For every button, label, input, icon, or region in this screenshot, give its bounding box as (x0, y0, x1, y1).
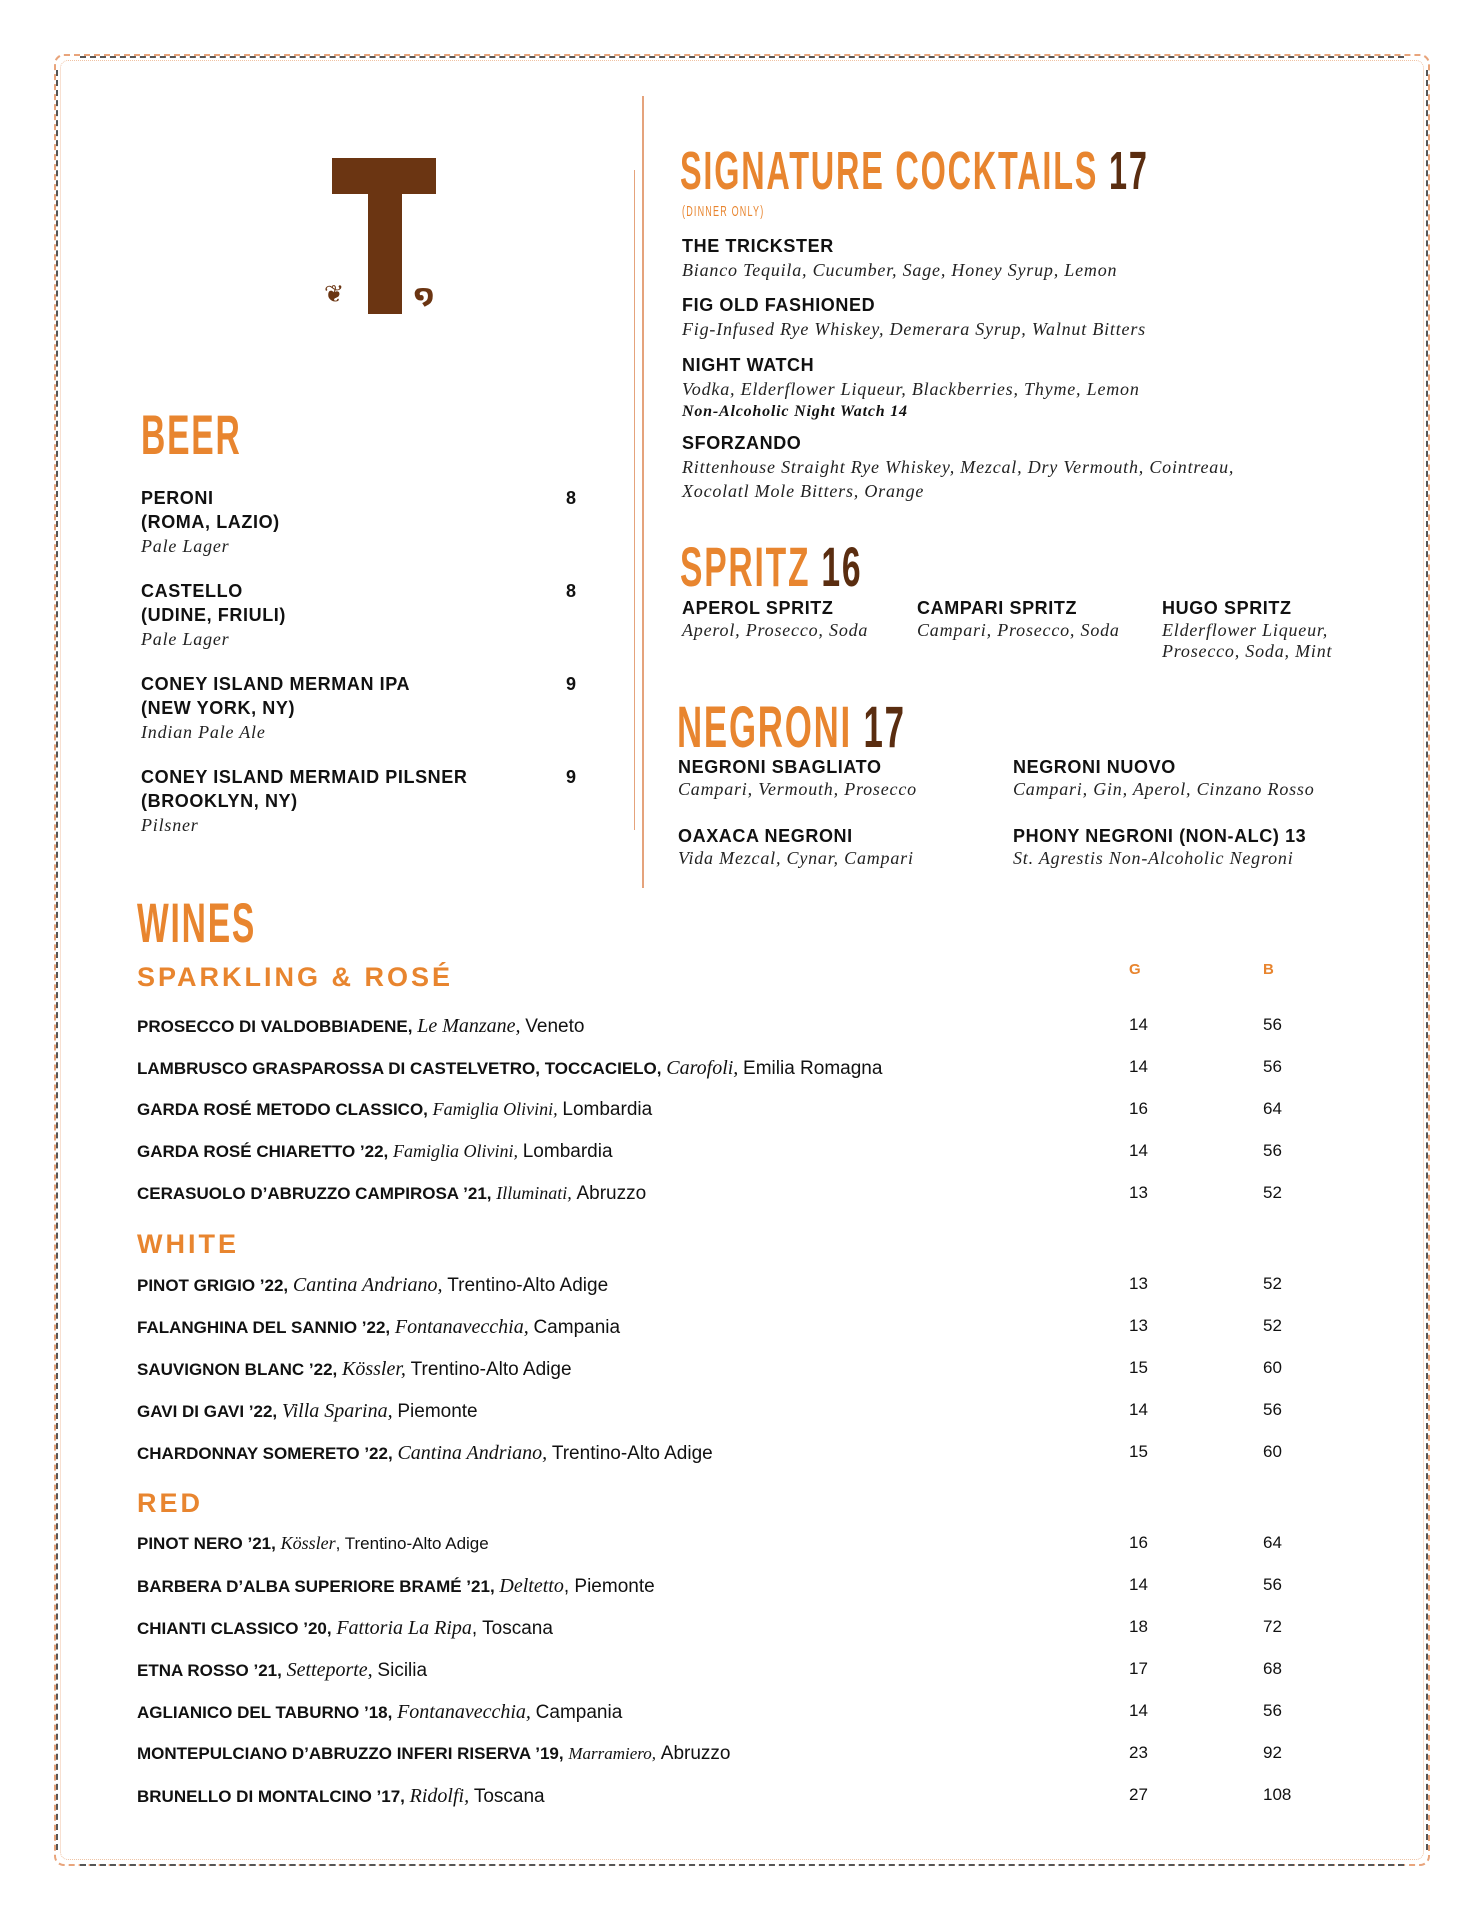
wine-row (137, 1141, 1337, 1171)
beer-name: CONEY ISLAND MERMAN IPA (141, 674, 411, 694)
wine-producer: Marramiero, (568, 1744, 657, 1763)
wine-row (137, 1617, 1337, 1647)
wine-category-sparkling: SPARKLING & ROSÉ (137, 962, 454, 992)
beer-item (141, 674, 410, 743)
wine-region: Abruzzo (576, 1183, 647, 1204)
wine-bottle-price: 64 (1263, 1099, 1282, 1118)
beer-style: Pale Lager (141, 536, 230, 556)
wine-producer: Deltetto (499, 1575, 564, 1597)
beer-item (141, 767, 468, 836)
cocktail-item (682, 236, 1117, 281)
wine-glass-price: 13 (1129, 1183, 1148, 1202)
wine-bottle-price: 56 (1263, 1575, 1282, 1594)
wine-producer: Villa Sparina, (281, 1400, 393, 1422)
beer-price: 8 (566, 488, 577, 508)
wine-bottle-price: 52 (1263, 1316, 1282, 1335)
wine-producer: Cantina Andriano, (292, 1274, 443, 1296)
beer-style: Indian Pale Ale (141, 722, 266, 742)
wine-producer: Famiglia Olivini, (393, 1141, 518, 1161)
spritz-title-text: SPRITZ (680, 535, 811, 598)
cocktail-item (682, 295, 1146, 340)
wine-region: Trentino-Alto Adige (410, 1359, 572, 1380)
wine-region: Trentino-Alto Adige (551, 1443, 713, 1464)
cocktail-item (682, 355, 1140, 421)
wine-region: Campania (535, 1702, 623, 1723)
cocktail-name: SFORZANDO (682, 433, 802, 453)
wine-name: GARDA ROSÉ METODO CLASSICO, (137, 1100, 428, 1119)
wine-category-white: WHITE (137, 1229, 239, 1259)
wine-name: BARBERA D’ALBA SUPERIORE BRAMÉ ’21, (137, 1577, 495, 1596)
wine-region: , Trentino-Alto Adige (335, 1534, 489, 1553)
wine-producer: Fontanavecchia, (394, 1316, 529, 1338)
negroni-item (1013, 757, 1315, 800)
wine-glass-price: 18 (1129, 1617, 1148, 1636)
wine-glass-price: 16 (1129, 1533, 1148, 1552)
negroni-name: NEGRONI NUOVO (1013, 757, 1176, 777)
wine-producer: Fontanavecchia, (397, 1701, 531, 1723)
wine-row (137, 1057, 1337, 1087)
wine-name: BRUNELLO DI MONTALCINO ’17, (137, 1787, 405, 1806)
wine-bottle-price: 56 (1263, 1141, 1282, 1160)
wine-region: Lombardia (562, 1099, 653, 1120)
wine-name: PINOT NERO ’21, (137, 1534, 276, 1553)
wine-region: Lombardia (522, 1141, 613, 1162)
wine-bottle-price: 68 (1263, 1659, 1282, 1678)
wine-bottle-price: 72 (1263, 1617, 1282, 1636)
wine-name: GARDA ROSÉ CHIARETTO ’22, (137, 1142, 389, 1161)
wine-bottle-price: 108 (1263, 1785, 1292, 1804)
wine-bottle-price: 92 (1263, 1743, 1282, 1762)
wine-glass-price: 15 (1129, 1358, 1148, 1377)
wine-region: , Toscana (471, 1618, 553, 1639)
spritz-title (680, 534, 862, 599)
beer-price: 9 (566, 767, 577, 787)
beer-item (141, 488, 280, 557)
negroni-name: PHONY NEGRONI (NON-ALC) 13 (1013, 826, 1307, 846)
wine-region: Piemonte (397, 1401, 478, 1422)
cocktail-na-note: Non-Alcoholic Night Watch 14 (682, 403, 908, 420)
swirl-icon: ໑ (414, 280, 435, 310)
column-divider-thin (634, 170, 635, 830)
wine-region: Emilia Romagna (743, 1058, 883, 1079)
wine-name: CHARDONNAY SOMERETO ’22, (137, 1444, 393, 1463)
wine-row (137, 1442, 1337, 1472)
wine-bottle-price: 60 (1263, 1442, 1282, 1461)
grape-icon: ❦ (324, 280, 345, 308)
spritz-item (917, 598, 1120, 641)
page-border-bottom (80, 1864, 1404, 1868)
wine-name: PINOT GRIGIO ’22, (137, 1276, 289, 1295)
wine-glass-price: 27 (1129, 1785, 1148, 1804)
negroni-item (1013, 826, 1306, 869)
glass-column-header: G (1129, 961, 1141, 978)
wine-row (137, 1099, 1337, 1129)
wine-glass-price: 17 (1129, 1659, 1148, 1678)
wine-bottle-price: 56 (1263, 1400, 1282, 1419)
negroni-title-text: NEGRONI (677, 695, 853, 760)
wine-row (137, 1659, 1337, 1689)
wine-glass-price: 13 (1129, 1274, 1148, 1293)
wine-region: Trentino-Alto Adige (447, 1275, 609, 1296)
bottle-column-header: B (1263, 961, 1274, 978)
beer-name: CASTELLO (141, 581, 243, 601)
wine-glass-price: 14 (1129, 1057, 1148, 1076)
cocktail-item (682, 433, 1234, 502)
wine-producer: Ridolfi, (409, 1785, 470, 1807)
beer-price: 8 (566, 581, 577, 601)
cocktail-name: FIG OLD FASHIONED (682, 295, 876, 315)
wine-name: CHIANTI CLASSICO ’20, (137, 1619, 332, 1638)
cocktail-name: THE TRICKSTER (682, 236, 834, 256)
wine-row (137, 1316, 1337, 1346)
beer-origin: (NEW YORK, NY) (141, 698, 296, 718)
wine-producer: Famiglia Olivini, (432, 1099, 558, 1119)
cocktail-name: NIGHT WATCH (682, 355, 815, 375)
beer-style: Pilsner (141, 815, 199, 835)
beer-style: Pale Lager (141, 629, 230, 649)
logo-t-stem (368, 158, 402, 314)
page-border-right (1424, 70, 1428, 1850)
page-border-top (80, 56, 1404, 60)
wine-name: FALANGHINA DEL SANNIO ’22, (137, 1318, 391, 1337)
negroni-name: NEGRONI SBAGLIATO (678, 757, 882, 777)
spritz-name: CAMPARI SPRITZ (917, 598, 1078, 618)
cocktail-desc: Bianco Tequila, Cucumber, Sage, Honey Syrup, Lemon (682, 260, 1118, 280)
wine-glass-price: 16 (1129, 1099, 1148, 1118)
cocktails-price: 17 (1109, 141, 1149, 201)
wine-bottle-price: 64 (1263, 1533, 1282, 1552)
wine-bottle-price: 52 (1263, 1274, 1282, 1293)
wine-bottle-price: 56 (1263, 1701, 1282, 1720)
wine-region: , Piemonte (563, 1576, 655, 1597)
cocktails-title-text: SIGNATURE COCKTAILS (680, 141, 1099, 201)
column-divider (642, 96, 644, 888)
wine-name: PROSECCO DI VALDOBBIADENE, (137, 1017, 413, 1036)
wine-region: Abruzzo (660, 1743, 731, 1764)
wine-name: CERASUOLO D’ABRUZZO CAMPIROSA ’21, (137, 1184, 492, 1203)
wines-title: WINES (137, 891, 257, 954)
wine-name: ETNA ROSSO ’21, (137, 1661, 282, 1680)
wine-row (137, 1575, 1337, 1605)
wine-name: GAVI DI GAVI ’22, (137, 1402, 278, 1421)
wine-glass-price: 14 (1129, 1141, 1148, 1160)
dinner-only-note: (DINNER ONLY) (682, 203, 765, 220)
wine-producer: Kössler, (341, 1358, 406, 1380)
wine-producer: Illuminati, (496, 1183, 572, 1203)
spritz-desc-line2: Prosecco, Soda, Mint (1162, 641, 1333, 661)
cocktail-desc: Rittenhouse Straight Rye Whiskey, Mezcal, Dry Vermouth, Cointreau, (682, 457, 1235, 477)
cocktail-desc-line2: Xocolatl Mole Bitters, Orange (682, 481, 925, 501)
wine-name: MONTEPULCIANO D’ABRUZZO INFERI RISERVA ’19, (137, 1744, 564, 1763)
wine-producer: Cantina Andriano, (397, 1442, 548, 1464)
wine-glass-price: 23 (1129, 1743, 1148, 1762)
wine-producer: Kössler (280, 1533, 336, 1553)
wine-glass-price: 13 (1129, 1316, 1148, 1335)
negroni-desc: Campari, Vermouth, Prosecco (678, 779, 917, 799)
wine-region: Sicilia (377, 1660, 428, 1681)
spritz-desc: Campari, Prosecco, Soda (917, 620, 1120, 640)
wine-name: AGLIANICO DEL TABURNO ’18, (137, 1703, 393, 1722)
wine-region: Toscana (473, 1786, 545, 1807)
wine-row (137, 1701, 1337, 1731)
wine-glass-price: 14 (1129, 1701, 1148, 1720)
cocktails-title (680, 140, 1149, 202)
beer-origin: (BROOKLYN, NY) (141, 791, 298, 811)
wine-glass-price: 14 (1129, 1400, 1148, 1419)
negroni-name: OAXACA NEGRONI (678, 826, 853, 846)
wine-row (137, 1743, 1337, 1773)
wine-bottle-price: 56 (1263, 1057, 1282, 1076)
negroni-desc: Vida Mezcal, Cynar, Campari (678, 848, 914, 868)
wine-bottle-price: 60 (1263, 1358, 1282, 1377)
negroni-desc: Campari, Gin, Aperol, Cinzano Rosso (1013, 779, 1315, 799)
wine-glass-price: 15 (1129, 1442, 1148, 1461)
beer-origin: (UDINE, FRIULI) (141, 605, 286, 625)
beer-name: CONEY ISLAND MERMAID PILSNER (141, 767, 468, 787)
cocktail-desc: Fig-Infused Rye Whiskey, Demerara Syrup, Walnut Bitters (682, 319, 1146, 339)
spritz-item (1162, 598, 1332, 662)
beer-name: PERONI (141, 488, 214, 508)
restaurant-logo (320, 158, 450, 318)
beer-origin: (ROMA, LAZIO) (141, 512, 280, 532)
wine-glass-price: 14 (1129, 1015, 1148, 1034)
wine-bottle-price: 52 (1263, 1183, 1282, 1202)
negroni-item (678, 757, 917, 800)
wine-row (137, 1274, 1337, 1304)
wine-row (137, 1785, 1337, 1815)
cocktail-desc: Vodka, Elderflower Liqueur, Blackberries, Thyme, Lemon (682, 379, 1140, 399)
wine-category-red: RED (137, 1488, 204, 1518)
wine-glass-price: 14 (1129, 1575, 1148, 1594)
spritz-desc: Elderflower Liqueur, (1162, 620, 1329, 640)
wine-producer: Fattoria La Ripa (336, 1617, 472, 1639)
beer-price: 9 (566, 674, 577, 694)
spritz-name: APEROL SPRITZ (682, 598, 834, 618)
wine-bottle-price: 56 (1263, 1015, 1282, 1034)
wine-name: SAUVIGNON BLANC ’22, (137, 1360, 338, 1379)
wine-row (137, 1400, 1337, 1430)
wine-region: Campania (533, 1317, 621, 1338)
wine-producer: Le Manzane, (417, 1015, 521, 1037)
wine-row (137, 1015, 1337, 1045)
wine-row (137, 1358, 1337, 1388)
wine-producer: Carofoli, (666, 1057, 739, 1079)
page-border-left (56, 70, 60, 1850)
wine-row (137, 1533, 1337, 1563)
spritz-price: 16 (821, 535, 863, 598)
negroni-title (677, 694, 906, 761)
negroni-item (678, 826, 914, 869)
beer-item (141, 581, 286, 650)
wine-producer: Setteporte, (286, 1659, 373, 1681)
spritz-name: HUGO SPRITZ (1162, 598, 1292, 618)
wine-row (137, 1183, 1337, 1213)
wine-name: LAMBRUSCO GRASPAROSSA DI CASTELVETRO, TOCCACIELO, (137, 1059, 662, 1078)
beer-title: BEER (141, 403, 242, 466)
negroni-price: 17 (863, 695, 906, 760)
spritz-desc: Aperol, Prosecco, Soda (682, 620, 869, 640)
negroni-desc: St. Agrestis Non-Alcoholic Negroni (1013, 848, 1294, 868)
wine-region: Veneto (525, 1016, 585, 1037)
spritz-item (682, 598, 868, 641)
